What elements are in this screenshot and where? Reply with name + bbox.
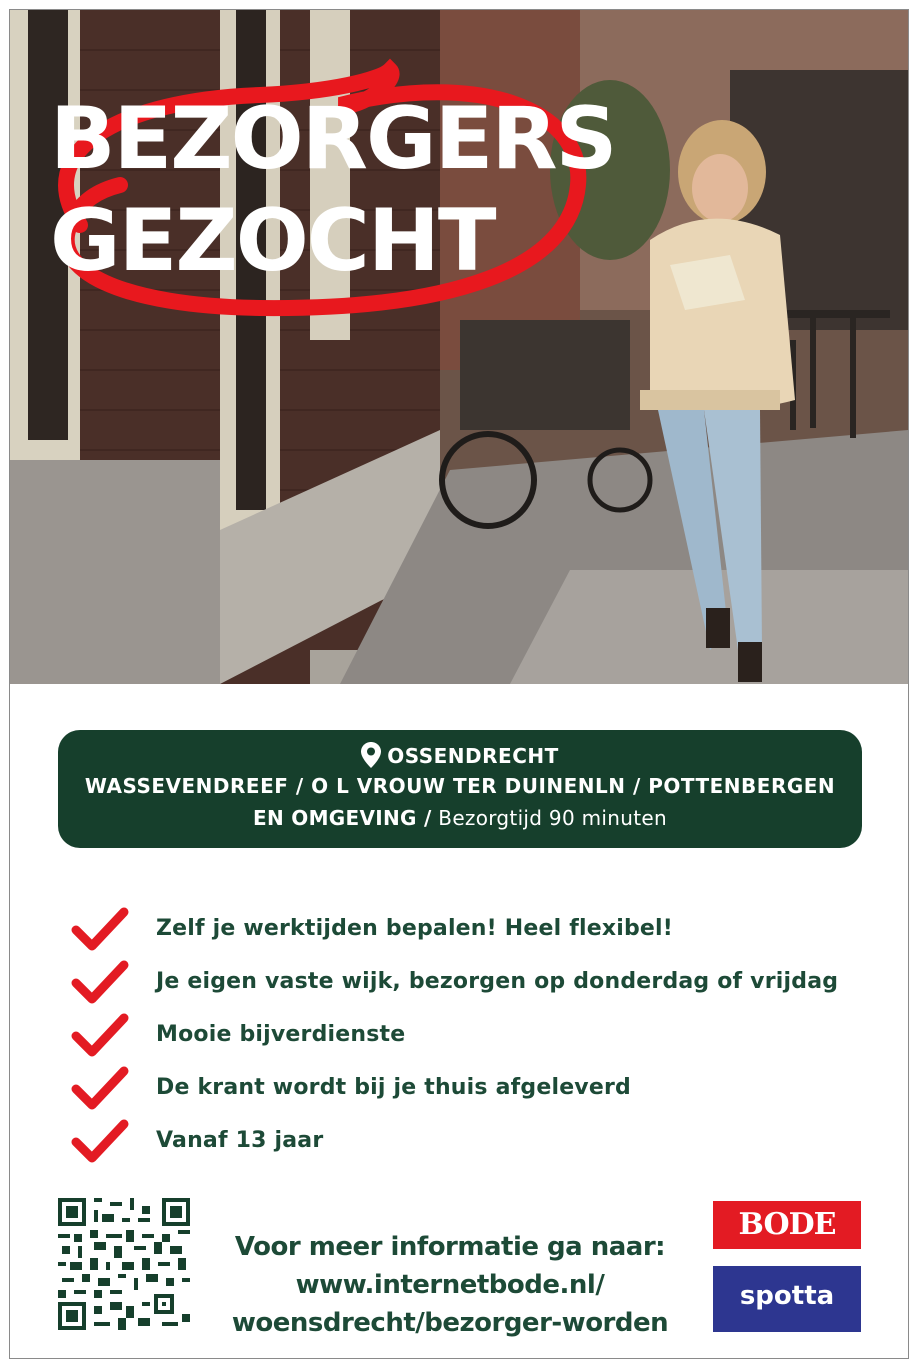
info-line-1: Voor meer informatie ga naar: bbox=[234, 1232, 666, 1262]
hero-photo bbox=[10, 10, 908, 684]
benefit-text: Je eigen vaste wijk, bezorgen op donderdag of vrijdag bbox=[156, 969, 839, 994]
info-text bbox=[220, 1228, 680, 1342]
location-pin-icon bbox=[361, 742, 381, 773]
location-title bbox=[58, 742, 862, 773]
qr-code[interactable] bbox=[58, 1198, 190, 1330]
bode-logo: BODE bbox=[713, 1201, 861, 1249]
benefit-text: Zelf je werktijden bepalen! Heel flexibel! bbox=[156, 916, 674, 941]
location-box bbox=[58, 730, 862, 848]
info-url-line-1[interactable]: www.internetbode.nl/ bbox=[295, 1270, 605, 1300]
benefit-text: Mooie bijverdienste bbox=[156, 1022, 406, 1047]
info-url-line-2[interactable]: woensdrecht/bezorger-worden bbox=[231, 1308, 669, 1338]
location-place: OSSENDRECHT bbox=[387, 744, 559, 768]
benefit-text: De krant wordt bij je thuis afgeleverd bbox=[156, 1075, 631, 1100]
location-details bbox=[58, 806, 862, 830]
location-area: EN OMGEVING / bbox=[253, 806, 432, 830]
headline-line-1: BEZORGERS bbox=[50, 89, 616, 189]
location-streets: WASSEVENDREEF / O L VROUW TER DUINENLN / POTTENBERGEN bbox=[84, 774, 836, 798]
spotta-logo: spotta bbox=[713, 1266, 861, 1332]
checkmark-icon bbox=[70, 1065, 130, 1111]
benefit-text: Vanaf 13 jaar bbox=[156, 1128, 324, 1153]
checkmark-icon bbox=[70, 906, 130, 952]
delivery-time: Bezorgtijd 90 minuten bbox=[438, 806, 667, 830]
headline-line-2: GEZOCHT bbox=[50, 191, 495, 291]
poster bbox=[9, 9, 909, 1359]
headline bbox=[50, 88, 615, 292]
checkmark-icon bbox=[70, 1012, 130, 1058]
checkmark-icon bbox=[70, 1118, 130, 1164]
checkmark-icon bbox=[70, 959, 130, 1005]
